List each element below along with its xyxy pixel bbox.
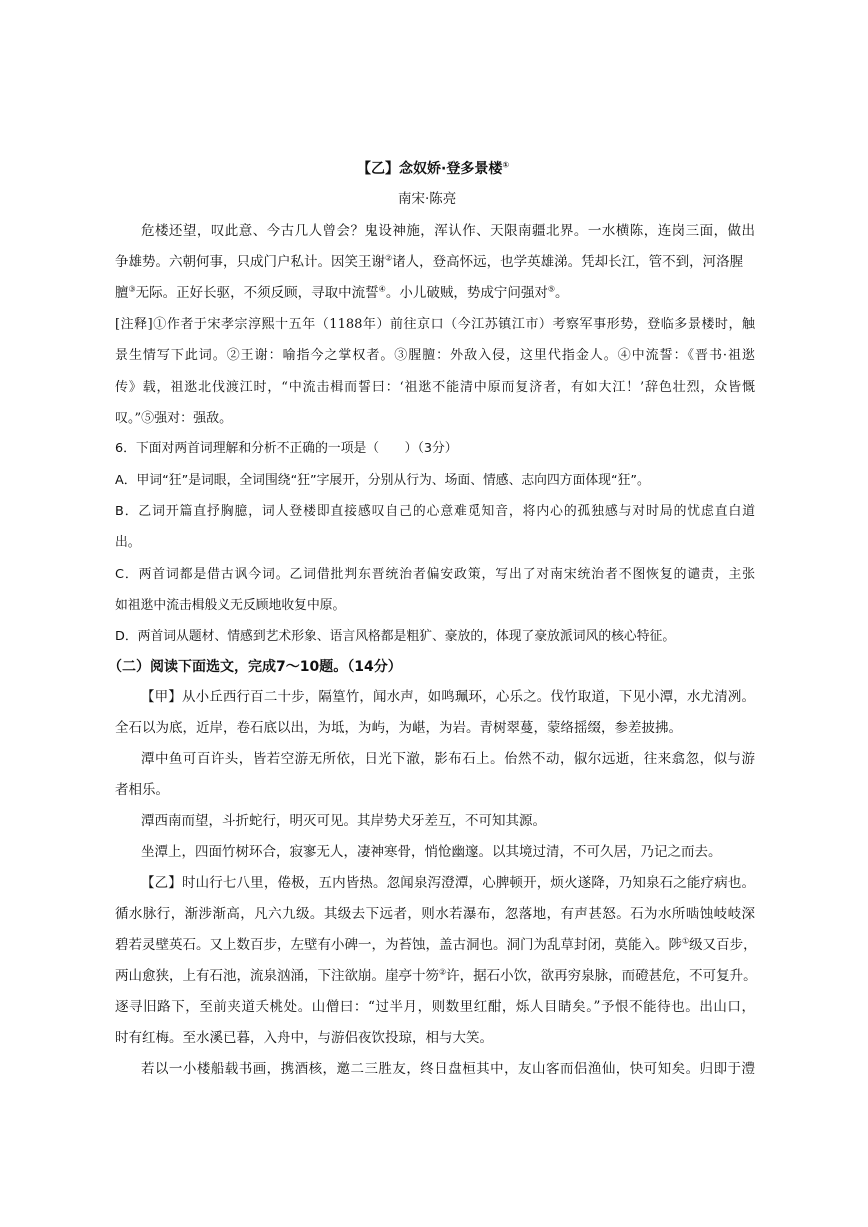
footnote-mark: ①: [682, 936, 690, 946]
poem-line: 危楼还望，叹此意、今古几人曾会？鬼设神施，浑认作、天限南疆北界。一水横陈，连岗三面，做出: [141, 223, 755, 239]
poem-text: 膻: [115, 285, 129, 301]
passage-text: 两山愈狭，上有石池，流泉汹涌，下注欲崩。崖亭十笏: [115, 968, 439, 984]
footnote-mark: ④: [378, 284, 386, 294]
footnote-mark: ③: [128, 284, 136, 294]
poem-title-text: 【乙】念奴娇·登多景楼: [357, 161, 503, 177]
option-b-cont: 出。: [115, 535, 141, 550]
footnote-mark: ②: [439, 967, 447, 977]
footnote-mark: ②: [385, 253, 393, 263]
option-c: C．两首词都是借古讽今词。乙词借批判东晋统治者偏安政策，写出了对南宋统治者不图恢复的谴责，主张: [115, 567, 755, 582]
passage-text: 许，据石小饮，欲再穷泉脉，而磴甚危，不可复升。: [446, 968, 757, 984]
question-stem: 6．下面对两首词理解和分析不正确的一项是（ ）（3分）: [115, 441, 458, 456]
passage-line: 全石以为底，近岸，卷石底以出，为坻，为屿，为嵁，为岩。青树翠蔓，蒙络摇缀，参差披拂。: [115, 720, 682, 736]
poem-text: 。小儿破贼，势成宁问强对: [385, 285, 548, 301]
passage-line: 时有红梅。至水溪已暮，入舟中，与游侣夜饮投琼，相与大笑。: [115, 1030, 493, 1046]
poem-text: 诸人，登高怀远，也学英雄涕。凭却长江，管不到，河洛腥: [392, 254, 744, 270]
passage-line: 若以一小楼船载书画，携酒核，邀二三胜友，终日盘桓其中，友山客而侣渔仙，快可知矣。归即于澧: [141, 1061, 755, 1077]
passage-text: 级又百步，: [689, 937, 757, 953]
passage-line: 【乙】时山行七八里，倦极，五内皆热。忽闻泉泻澄潭，心脾顿开，烦火遂降，乃知泉石之能疗病也。: [141, 875, 755, 891]
option-a: A．甲词“狂”是词眼，全词围绕“狂”字展开，分别从行为、场面、情感、志向四方面体现“狂”。: [115, 473, 650, 488]
passage-line: 循水脉行，渐涉渐高，凡六九级。其级去下远者，则水若瀑布，忽落地，有声甚怒。石为水所啮蚀岐岐深: [115, 906, 755, 922]
passage-line: 者相乐。: [115, 782, 169, 798]
option-b: B．乙词开篇直抒胸臆，词人登楼即直接感叹自己的心意难觅知音，将内心的孤独感与对时局的忧虑直白道: [115, 504, 755, 519]
poem-line: [115, 284, 569, 302]
poem-author: 南宋·陈亮: [398, 191, 457, 207]
passage-line: [115, 967, 755, 985]
passage-line: 潭中鱼可百许头，皆若空游无所依，日光下澈，影布石上。佁然不动，俶尔远逝，往来翕忽，似与游: [141, 751, 755, 767]
option-c-cont: 如祖逖中流击楫般义无反顾地收复中原。: [115, 598, 346, 613]
passage-line: 坐潭上，四面竹树环合，寂寥无人，凄神寒骨，悄怆幽邃。以其境过清，不可久居，乃记之而去。: [141, 844, 722, 860]
note-line: [注释]①作者于宋孝宗淳熙十五年（1188年）前往京口（今江苏镇江市）考察军事形势，登临多景楼时，触: [115, 317, 755, 332]
note-line: 传》载，祖逖北伐渡江时，“中流击楫而誓曰：‘祖逖不能清中原而复济者，有如大江！’辞色壮烈，众皆慨: [115, 380, 755, 395]
poem-title: [357, 160, 509, 178]
footnote-mark: ⑤: [547, 284, 556, 294]
passage-line: 潭西南而望，斗折蛇行，明灭可见。其岸势犬牙差互，不可知其源。: [141, 813, 546, 829]
note-line: 叹。”⑤强对：强敌。: [115, 411, 233, 426]
passage-line: [115, 936, 755, 954]
poem-text: 。: [555, 285, 569, 301]
footnote-mark: ①: [502, 160, 510, 170]
note-line: 景生情写下此词。②王谢：喻指今之掌权者。③腥膻：外敌入侵，这里代指金人。④中流誓：《晋书·祖逖: [115, 348, 755, 363]
section-heading: （二）阅读下面选文，完成7～10题。（14分）: [108, 659, 402, 675]
passage-line: 【甲】从小丘西行百二十步，隔篁竹，闻水声，如鸣珮环，心乐之。伐竹取道，下见小潭，水尤清冽。: [141, 689, 755, 705]
poem-text: 争雄势。六朝何事，只成门户私计。因笑王谢: [115, 254, 385, 270]
passage-text: 碧若灵壁英石。又上数百步，左壁有小碑一，为苔蚀，盖古洞也。洞门为乱草封闭，莫能入。陟: [115, 937, 682, 953]
poem-line: [115, 253, 755, 271]
poem-text: 无际。正好长驱，不须反顾，寻取中流誓: [135, 285, 379, 301]
option-d: D．两首词从题材、情感到艺术形象、语言风格都是粗犷、豪放的，体现了豪放派词风的核心特征。: [115, 629, 676, 644]
passage-line: 逐寻旧路下，至前夹道夭桃处。山僧曰：“过半月，则数里红酣，烁人目睛矣。”予恨不能待也。出山口，: [115, 999, 755, 1015]
